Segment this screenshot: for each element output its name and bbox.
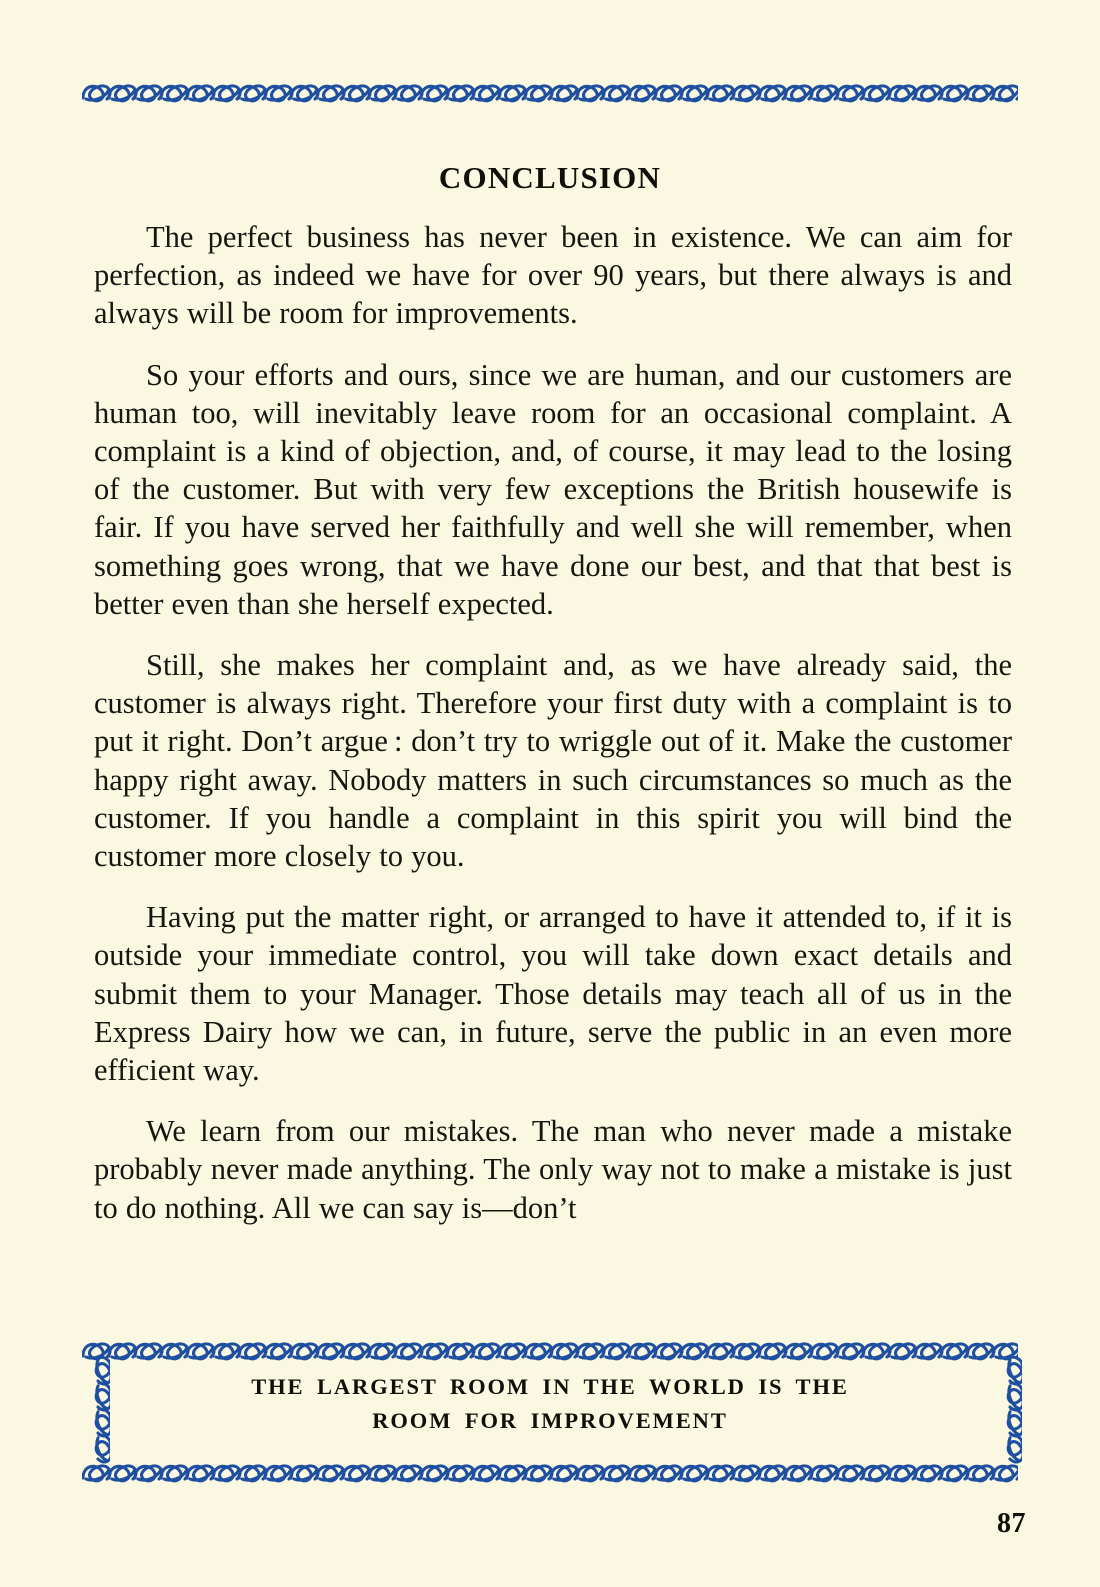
motto-block [118, 1370, 982, 1438]
paragraph: We learn from our mistakes. The man who never made a mistake probably never made anything. The only way not to make a mistake is just to do nothing. All we can say is—don’t [94, 1114, 1012, 1225]
chapter-title: CONCLUSION [438, 160, 662, 195]
motto-line-2: ROOM FOR IMPROVEMENT [372, 1408, 728, 1433]
motto-box-bottom-border [82, 1458, 1018, 1492]
paragraph: Having put the matter right, or arranged to have it attended to, if it is outside your immediate control, you will take down exact details and submit them to your Manager. Those details may teach all of us in the Express Dairy how we can, in future, serve the public in an even more efficient way. [94, 900, 1012, 1088]
motto-line-1: THE LARGEST ROOM IN THE WORLD IS THE [251, 1374, 849, 1399]
motto-box-right-border [988, 1356, 1022, 1464]
motto-box-left-border [76, 1356, 110, 1464]
paragraph: The perfect business has never been in existence. We can aim for perfection, as indeed we have for over 90 years, but there always is and always will be room for improvements. [94, 220, 1012, 331]
top-flourish-border [82, 78, 1018, 112]
motto-box-top-border [82, 1336, 1018, 1370]
paragraph: Still, she makes her complaint and, as we have already said, the customer is always right. Therefore your first duty with a complaint is to put it right. Don’t argue : don’t try to wriggle out of it. Make the customer happy right away. Nobody matters in such circumstances so much as the customer. If you handle a complaint in this spirit you will bind the customer more closely to you. [94, 648, 1012, 874]
page-number: 87 [997, 1508, 1026, 1539]
body-text-column [94, 218, 1012, 1227]
paragraph: So your efforts and ours, since we are human, and our customers are human too, will inevitably leave room for an occasional complaint. A complaint is a kind of objection, and, of course, it may lead to the losing of the customer. But with very few exceptions the British housewife is fair. If you have served her faithfully and well she will remember, when something goes wrong, that we have done our best, and that that best is better even than she herself expected. [94, 357, 1012, 621]
